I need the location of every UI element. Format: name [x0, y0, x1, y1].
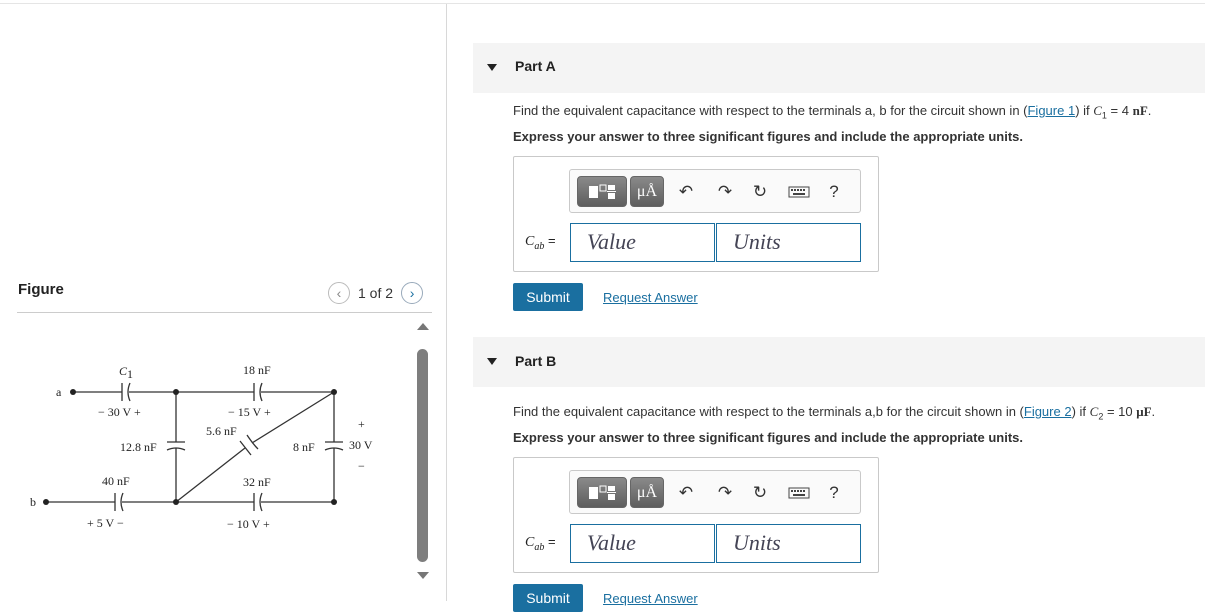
c32-label: 32 nF	[243, 475, 271, 489]
math-toolbar	[569, 470, 861, 514]
pager-text: 1 of 2	[358, 285, 394, 301]
collapse-triangle-icon[interactable]	[487, 64, 497, 71]
c56-label: 5.6 nF	[206, 424, 237, 438]
figure-divider	[17, 312, 432, 313]
v30-left-label: − 30 V +	[98, 405, 141, 419]
part-a-question	[513, 103, 1151, 121]
question-text: Find the equivalent capacitance with respect to the terminals a,b for the circuit shown in (	[513, 404, 1024, 419]
figure-pager	[328, 282, 423, 304]
top-divider	[0, 3, 1205, 4]
c1-var-sub: 1	[1101, 110, 1107, 121]
value-input[interactable]: Value	[570, 524, 715, 563]
math-toolbar	[569, 169, 861, 213]
units-button[interactable]: μÅ	[630, 176, 664, 207]
question-unit: μF	[1136, 404, 1152, 419]
c1-label: C	[119, 364, 128, 378]
question-unit: nF	[1132, 103, 1148, 118]
part-b-question	[513, 404, 1155, 422]
figure-1-link[interactable]: Figure 1	[1027, 103, 1076, 118]
cab-label-sub: ab	[534, 240, 545, 252]
part-b-answer-box	[513, 457, 879, 573]
question-end: .	[1147, 103, 1152, 118]
question-end: .	[1151, 404, 1156, 419]
units-input[interactable]: Units	[716, 524, 861, 563]
c8-label: 8 nF	[293, 440, 315, 454]
question-value: = 4	[1106, 103, 1133, 118]
cab-label-sub: ab	[534, 541, 545, 553]
scrollbar-thumb[interactable]	[417, 349, 428, 562]
keyboard-icon[interactable]	[787, 483, 811, 503]
redo-icon[interactable]: ↷	[717, 182, 733, 201]
reset-icon[interactable]: ↻	[752, 182, 768, 201]
templates-icon[interactable]	[577, 176, 627, 207]
keyboard-icon[interactable]	[787, 182, 811, 202]
question-text: ) if	[1075, 103, 1094, 118]
undo-icon[interactable]: ↶	[678, 483, 694, 502]
units-button[interactable]: μÅ	[630, 477, 664, 508]
cab-label-eq: =	[544, 534, 556, 549]
value-input[interactable]: Value	[570, 223, 715, 262]
templates-icon[interactable]	[577, 477, 627, 508]
question-value: = 10	[1103, 404, 1137, 419]
c1-var: C	[1093, 103, 1102, 118]
v5-label: + 5 V −	[87, 516, 124, 530]
part-b-title: Part B	[515, 353, 557, 369]
panel-divider	[446, 4, 447, 601]
c40-label: 40 nF	[102, 474, 130, 488]
circuit-diagram	[30, 355, 400, 550]
part-a-instruction: Express your answer to three significant figures and include the appropriate units.	[513, 129, 1023, 144]
figure-title: Figure	[18, 281, 64, 298]
part-a-title: Part A	[515, 58, 556, 74]
cab-label-main: C	[525, 535, 535, 550]
part-a-header[interactable]	[473, 43, 1205, 93]
figure-2-link[interactable]: Figure 2	[1023, 404, 1072, 419]
terminal-a-label: a	[56, 385, 62, 399]
v30-minus-label: −	[358, 459, 365, 473]
undo-icon[interactable]: ↶	[678, 182, 694, 201]
question-text: Find the equivalent capacitance with respect to the terminals a, b for the circuit shown in (	[513, 103, 1028, 118]
v30-plus-label: +	[358, 417, 365, 431]
v10-label: − 10 V +	[227, 517, 270, 531]
c2-var: C	[1089, 404, 1099, 419]
request-answer-link[interactable]: Request Answer	[603, 591, 698, 606]
cab-label-main: C	[525, 234, 535, 249]
scroll-down-arrow-icon[interactable]	[417, 572, 429, 579]
help-icon[interactable]: ?	[829, 182, 839, 201]
part-b-instruction: Express your answer to three significant figures and include the appropriate units.	[513, 430, 1023, 445]
units-input[interactable]: Units	[716, 223, 861, 262]
part-b-header[interactable]	[473, 337, 1205, 387]
c1-subscript: 1	[127, 367, 133, 381]
collapse-triangle-icon[interactable]	[487, 358, 497, 365]
redo-icon[interactable]: ↷	[717, 483, 733, 502]
c2-var-sub: 2	[1098, 411, 1104, 422]
v30-right-label: 30 V	[349, 438, 373, 452]
terminal-b-label: b	[30, 495, 36, 509]
cab-label	[525, 534, 556, 553]
cab-label	[525, 233, 556, 252]
request-answer-link[interactable]: Request Answer	[603, 290, 698, 305]
cab-label-eq: =	[544, 233, 556, 248]
question-text: ) if	[1071, 404, 1090, 419]
c18-label: 18 nF	[243, 363, 271, 377]
c128-label: 12.8 nF	[120, 440, 157, 454]
v15-label: − 15 V +	[228, 405, 271, 419]
help-icon[interactable]: ?	[829, 483, 839, 502]
submit-button[interactable]: Submit	[513, 584, 583, 612]
part-a-answer-box	[513, 156, 879, 272]
chevron-left-icon[interactable]: ‹	[328, 282, 350, 304]
scroll-up-arrow-icon[interactable]	[417, 323, 429, 330]
submit-button[interactable]: Submit	[513, 283, 583, 311]
chevron-right-icon[interactable]: ›	[401, 282, 423, 304]
reset-icon[interactable]: ↻	[752, 483, 768, 502]
